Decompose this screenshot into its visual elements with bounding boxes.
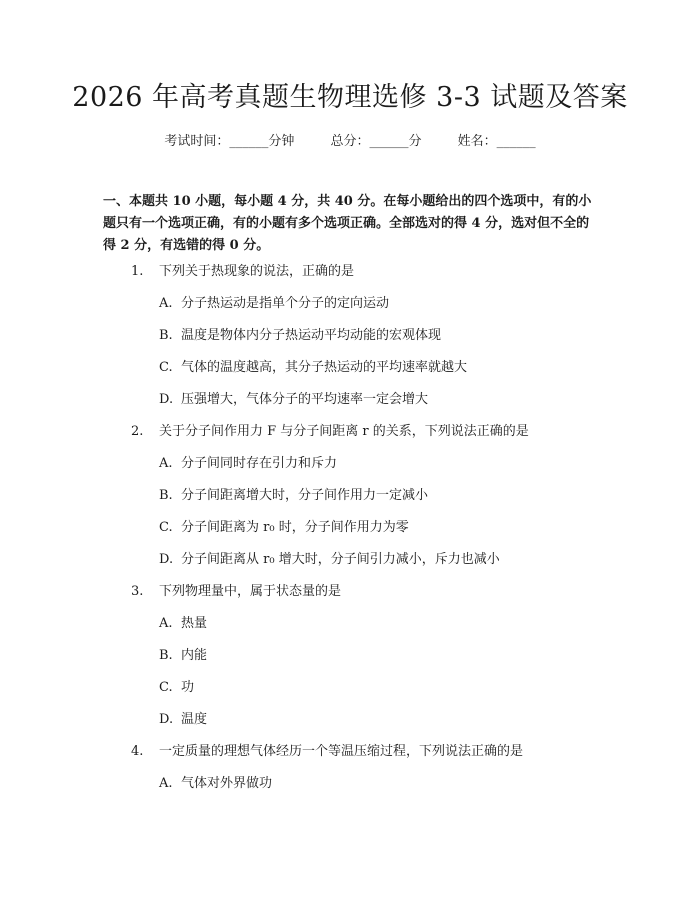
option-text: 温度 bbox=[181, 712, 208, 727]
option-1d bbox=[159, 390, 428, 410]
option-1a bbox=[159, 294, 389, 314]
option-text: 气体对外界做功 bbox=[181, 776, 273, 791]
option-3b bbox=[159, 646, 207, 666]
option-4a bbox=[159, 774, 272, 794]
option-3d bbox=[159, 710, 207, 730]
question-4 bbox=[131, 742, 523, 762]
option-text: 功 bbox=[181, 680, 195, 695]
option-text: 分子热运动是指单个分子的定向运动 bbox=[181, 296, 390, 311]
question-text: 一定质量的理想气体经历一个等温压缩过程，下列说法正确的是 bbox=[159, 744, 524, 759]
question-2 bbox=[131, 422, 529, 442]
option-text: 压强增大，气体分子的平均速率一定会增大 bbox=[181, 392, 429, 407]
option-letter: D. bbox=[159, 392, 174, 407]
question-text: 关于分子间作用力 F 与分子间距离 r 的关系，下列说法正确的是 bbox=[159, 424, 529, 439]
section-instructions: 一、本题共 10 小题，每小题 4 分，共 40 分。在每小题给出的四个选项中，有的小题只有一个选项正确，有的小题有多个选项正确。全部选对的得 4 分，选对但不全的得 2 分，有选错的得 0 分。 bbox=[103, 194, 592, 253]
question-1 bbox=[131, 262, 354, 282]
question-number: 1. bbox=[131, 264, 144, 279]
option-letter: C. bbox=[159, 360, 173, 375]
option-2d bbox=[159, 550, 500, 570]
option-1b bbox=[159, 326, 441, 346]
option-letter: B. bbox=[159, 328, 173, 343]
option-text: 温度是物体内分子热运动平均动能的宏观体现 bbox=[181, 328, 442, 343]
option-text: 分子间距离增大时，分子间作用力一定减小 bbox=[181, 488, 429, 503]
option-letter: D. bbox=[159, 712, 174, 727]
option-letter: C. bbox=[159, 680, 173, 695]
option-text: 热量 bbox=[181, 616, 208, 631]
option-letter: C. bbox=[159, 520, 173, 535]
option-3c bbox=[159, 678, 194, 698]
question-number: 3. bbox=[131, 584, 144, 599]
option-text: 分子间距离为 r₀ 时，分子间作用力为零 bbox=[181, 520, 409, 535]
option-letter: A. bbox=[159, 456, 173, 471]
question-number: 2. bbox=[131, 424, 144, 439]
option-2b bbox=[159, 486, 428, 506]
question-3 bbox=[131, 582, 341, 602]
exam-score: 总分：______分 bbox=[330, 134, 422, 149]
option-letter: B. bbox=[159, 488, 173, 503]
option-text: 气体的温度越高，其分子热运动的平均速率就越大 bbox=[181, 360, 468, 375]
option-letter: A. bbox=[159, 776, 173, 791]
option-letter: D. bbox=[159, 552, 174, 567]
option-letter: B. bbox=[159, 648, 173, 663]
question-text: 下列关于热现象的说法，正确的是 bbox=[159, 264, 355, 279]
exam-name: 姓名：______ bbox=[457, 134, 536, 149]
option-text: 内能 bbox=[181, 648, 208, 663]
option-2c bbox=[159, 518, 409, 538]
option-text: 分子间同时存在引力和斥力 bbox=[181, 456, 338, 471]
exam-meta bbox=[0, 132, 700, 152]
option-1c bbox=[159, 358, 467, 378]
option-2a bbox=[159, 454, 337, 474]
page-title: 2026 年高考真题生物理选修 3-3 试题及答案 bbox=[72, 82, 628, 113]
question-number: 4. bbox=[131, 744, 144, 759]
option-letter: A. bbox=[159, 616, 173, 631]
question-text: 下列物理量中，属于状态量的是 bbox=[159, 584, 342, 599]
exam-time: 考试时间：______分钟 bbox=[164, 134, 295, 149]
option-3a bbox=[159, 614, 207, 634]
option-text: 分子间距离从 r₀ 增大时，分子间引力减小，斥力也减小 bbox=[181, 552, 500, 567]
option-letter: A. bbox=[159, 296, 173, 311]
